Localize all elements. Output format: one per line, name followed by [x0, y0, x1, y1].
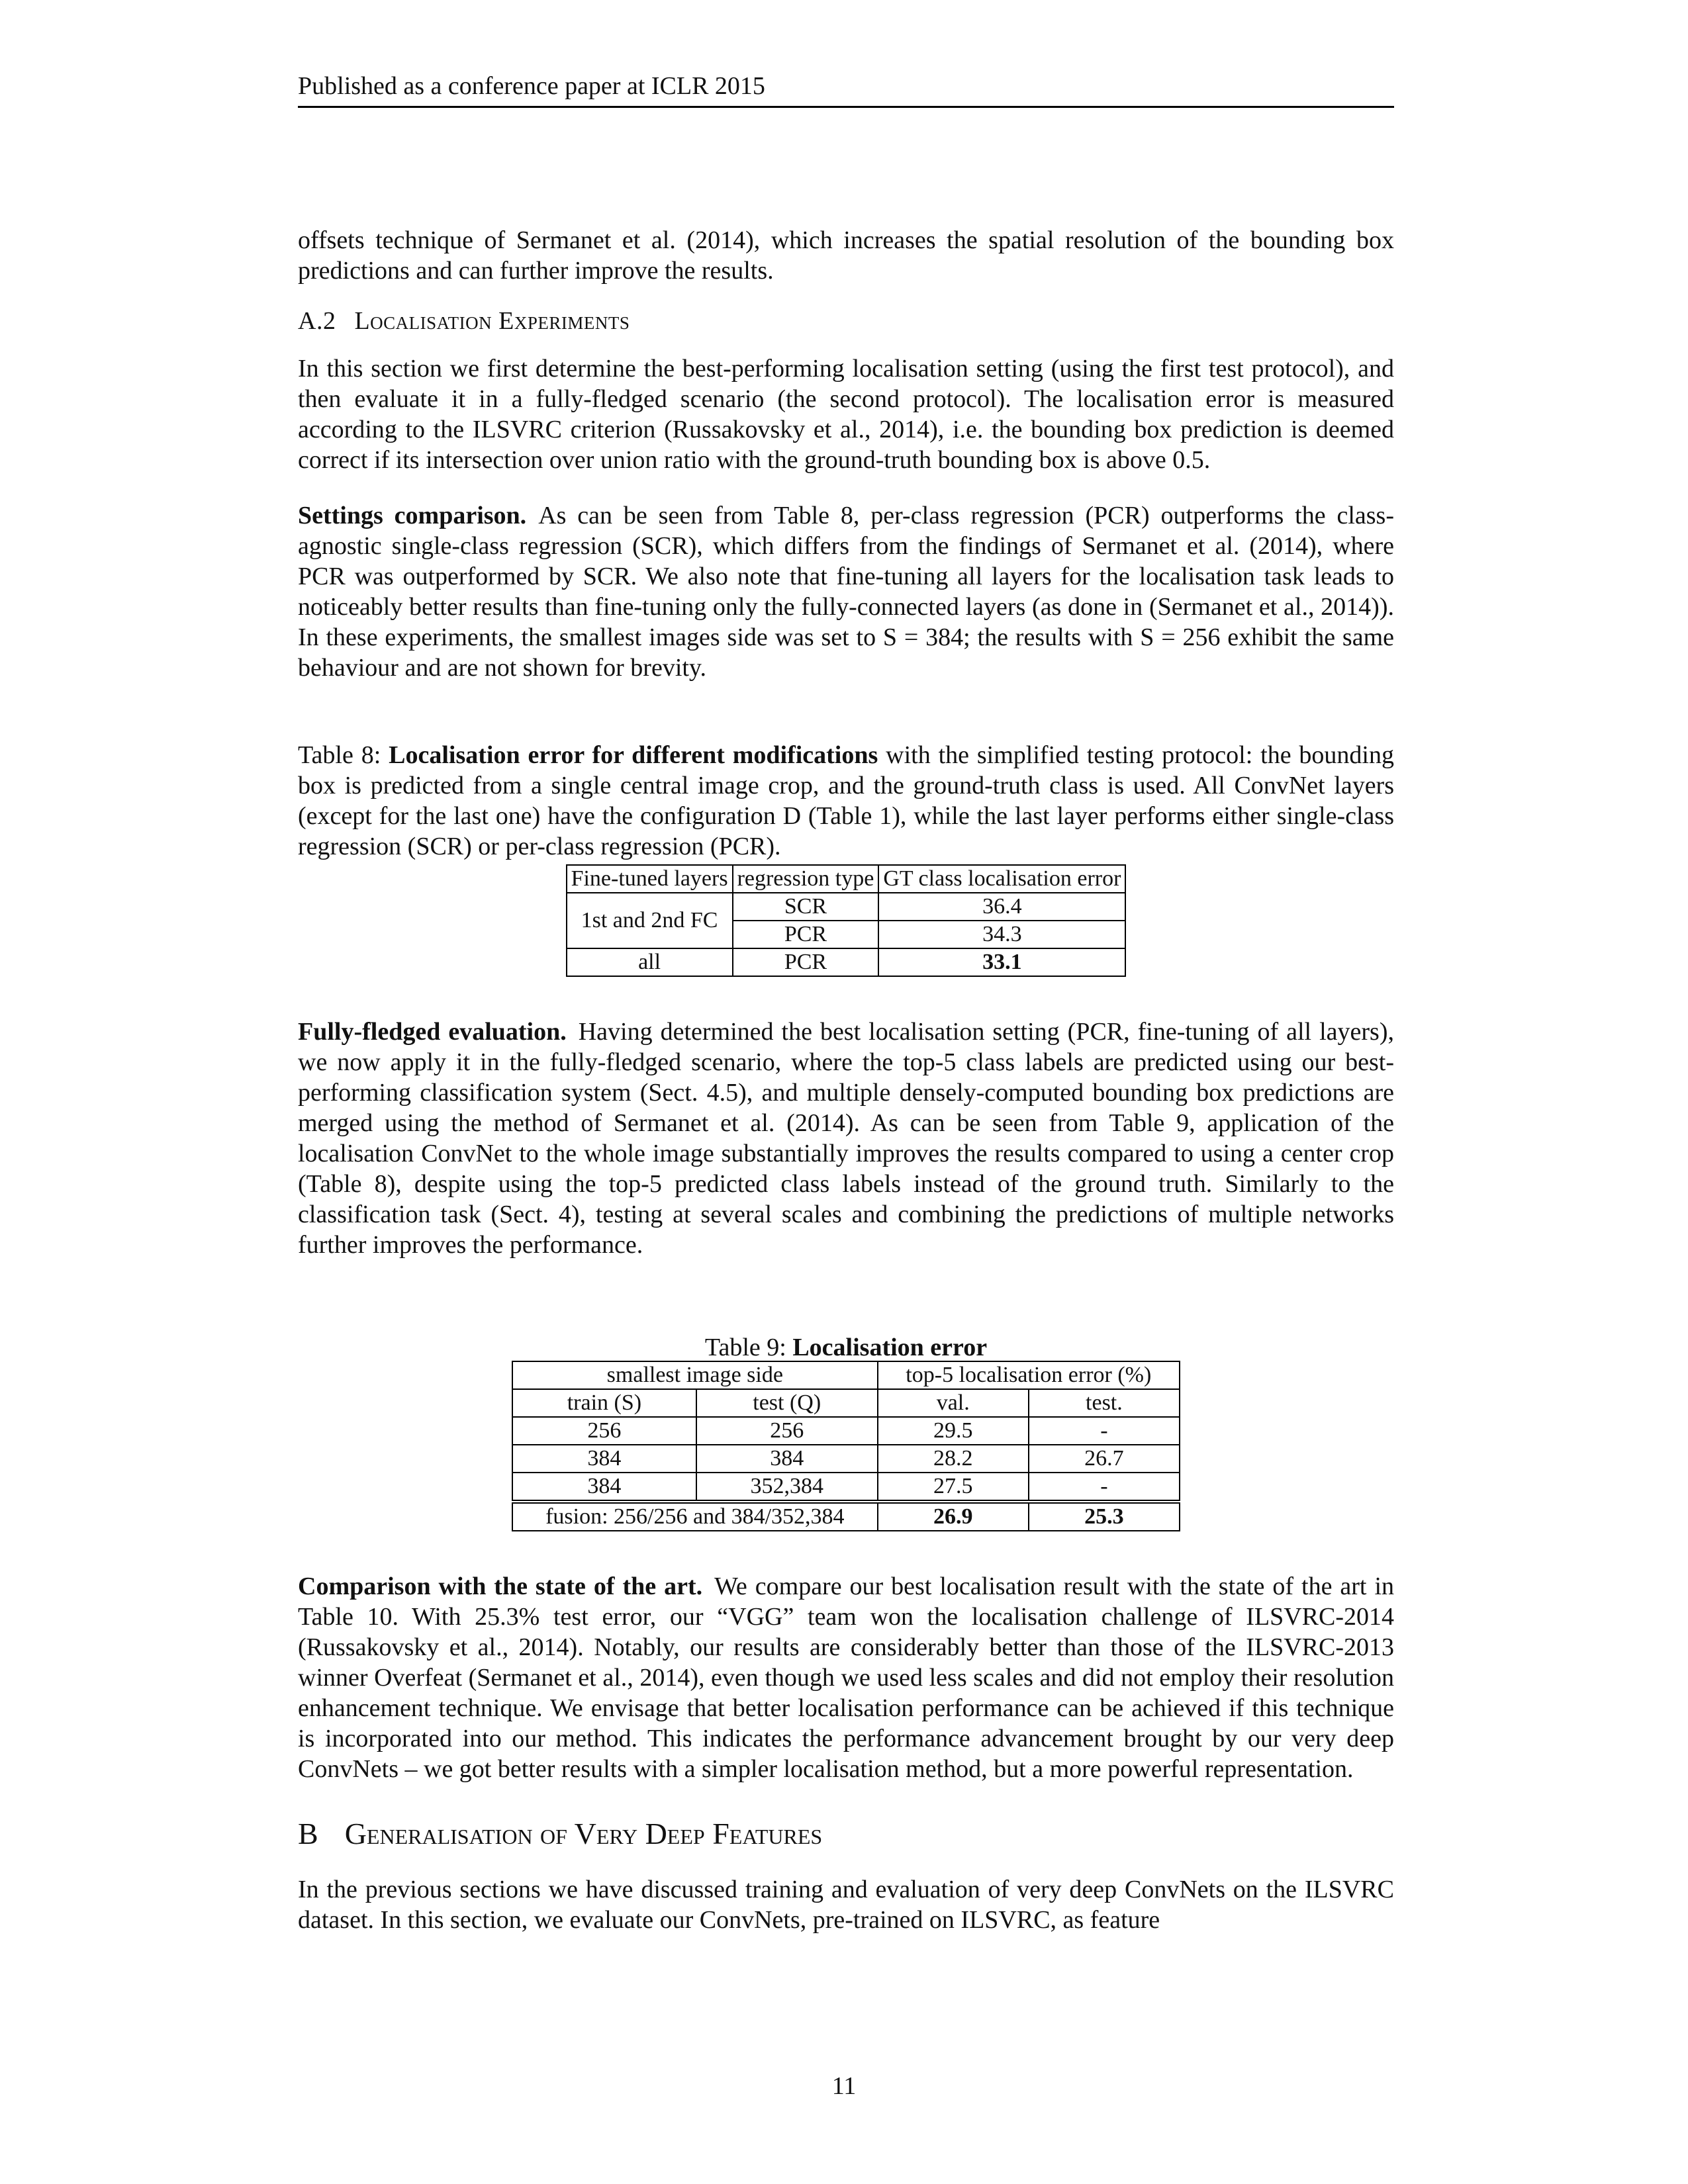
- table-header-cell: val.: [878, 1389, 1029, 1417]
- table-cell: -: [1029, 1417, 1180, 1445]
- table-cell: all: [567, 948, 733, 976]
- table-header-row: [512, 1361, 1180, 1389]
- table-row-fusion: [512, 1502, 1180, 1531]
- table-header-cell: regression type: [733, 865, 879, 893]
- table-cell-best: 26.9: [878, 1502, 1029, 1531]
- table-cell: 384: [696, 1445, 878, 1473]
- table-row: [512, 1417, 1180, 1445]
- table-cell: 28.2: [878, 1445, 1029, 1473]
- table-group-header: smallest image side: [512, 1361, 878, 1389]
- table-cell: SCR: [733, 893, 879, 921]
- table-cell-best: 25.3: [1029, 1502, 1180, 1531]
- section-b-heading: [298, 1819, 1394, 1849]
- table8-label: Table 8:: [298, 741, 381, 769]
- section-title: Generalisation of Very Deep Features: [344, 1817, 823, 1850]
- table-cell: PCR: [733, 948, 879, 976]
- fully-fledged-title: Fully-fledged evaluation.: [298, 1018, 567, 1046]
- section-b-paragraph: In the previous sections we have discussed training and evaluation of very deep ConvNets on the ILSVRC dataset. In this section, we evaluate our ConvNets, pre-trained on ILSVRC, as feature: [298, 1876, 1394, 1934]
- table-cell: 29.5: [878, 1417, 1029, 1445]
- table-cell: PCR: [733, 921, 879, 948]
- fully-fledged-paragraph: [298, 1017, 1394, 1260]
- table-row: [512, 1445, 1180, 1473]
- comparison-title: Comparison with the state of the art.: [298, 1572, 703, 1600]
- section-number: B: [298, 1817, 318, 1850]
- settings-comparison-title: Settings comparison.: [298, 502, 527, 529]
- intro-paragraph: offsets technique of Sermanet et al. (2014), which increases the spatial resolution of the bounding box predictions and can further improve the results.: [298, 226, 1394, 285]
- table-cell: 34.3: [878, 921, 1125, 948]
- settings-comparison-text: As can be seen from Table 8, per-class regression (PCR) outperforms the class-agnostic single-class regression (SCR), which differs from the findings of Sermanet et al. (2014), where PCR was outperformed by SCR. We also note that fine-tuning all layers for the localisation task leads to noticeably better results than fine-tuning only the fully-connected layers (as done in (Sermanet et al., 2014)). In these experiments, the smallest images side was set to S = 384; the results with S = 256 exhibit the same behaviour and are not shown for brevity.: [298, 502, 1394, 682]
- table-9: [512, 1361, 1180, 1531]
- table8-caption: [298, 740, 1394, 862]
- table-cell-best: 33.1: [878, 948, 1125, 976]
- table-group-header: top-5 localisation error (%): [878, 1361, 1180, 1389]
- table-cell: fusion: 256/256 and 384/352,384: [512, 1502, 878, 1531]
- page-body: [298, 225, 1394, 1935]
- table-cell: 384: [512, 1445, 696, 1473]
- table-header-cell: test.: [1029, 1389, 1180, 1417]
- table-9-block: [512, 1334, 1180, 1531]
- settings-comparison-paragraph: [298, 500, 1394, 683]
- section-number: A.2: [298, 307, 336, 335]
- comparison-paragraph: [298, 1571, 1394, 1784]
- table-cell: 256: [512, 1417, 696, 1445]
- table-row: [567, 893, 1126, 921]
- section-title: Localisation Experiments: [354, 307, 630, 335]
- table-8: [566, 864, 1127, 977]
- table9-title: Localisation error: [792, 1334, 988, 1361]
- table9-label: Table 9:: [704, 1334, 786, 1361]
- table9-caption: [512, 1334, 1180, 1361]
- table8-caption-text: with the simplified testing protocol: the bounding box is predicted from a single central image crop, and the ground-truth class is used. All ConvNet layers (except for the last one) have the configuration D (Table 1), while the last layer performs either single-class regression (SCR) or per-class regression (PCR).: [298, 741, 1394, 860]
- table-header-cell: Fine-tuned layers: [567, 865, 733, 893]
- table-row: [512, 1473, 1180, 1502]
- table-cell: 256: [696, 1417, 878, 1445]
- page-number: 11: [831, 2072, 857, 2100]
- table-cell: 1st and 2nd FC: [567, 893, 733, 948]
- table-cell: 352,384: [696, 1473, 878, 1502]
- table-cell: 384: [512, 1473, 696, 1502]
- table-cell: 26.7: [1029, 1445, 1180, 1473]
- table-cell: -: [1029, 1473, 1180, 1502]
- table-header-cell: GT class localisation error: [878, 865, 1125, 893]
- table-cell: 27.5: [878, 1473, 1029, 1502]
- table-row: [567, 948, 1126, 976]
- section-a2-heading: [298, 306, 1394, 336]
- table-cell: 36.4: [878, 893, 1125, 921]
- table8-title: Localisation error for different modifications: [389, 741, 878, 769]
- table-subheader-row: [512, 1389, 1180, 1417]
- section-a2-paragraph: In this section we first determine the best-performing localisation setting (using the first test protocol), and then evaluate it in a fully-fledged scenario (the second protocol). The localisation error is measured according to the ILSVRC criterion (Russakovsky et al., 2014), i.e. the bounding box prediction is deemed correct if its intersection over union ratio with the ground-truth bounding box is above 0.5.: [298, 355, 1394, 474]
- fully-fledged-text: Having determined the best localisation setting (PCR, fine-tuning of all layers), we now apply it in the fully-fledged scenario, where the top-5 class labels are predicted using our best-performing classification system (Sect. 4.5), and multiple densely-computed bounding box predictions are merged using the method of Sermanet et al. (2014). As can be seen from Table 9, application of the localisation ConvNet to the whole image substantially improves the results compared to using a center crop (Table 8), despite using the top-5 predicted class labels instead of the ground truth. Similarly to the classification task (Sect. 4), testing at several scales and combining the predictions of multiple networks further improves the performance.: [298, 1018, 1394, 1259]
- table-header-row: [567, 865, 1126, 893]
- comparison-text: We compare our best localisation result with the state of the art in Table 10. With 25.3% test error, our “VGG” team won the localisation challenge of ILSVRC-2014 (Russakovsky et al., 2014). Notably, our results are considerably better than those of the ILSVRC-2013 winner Overfeat (Sermanet et al., 2014), even though we used less scales and did not employ their resolution enhancement technique. We envisage that better localisation performance can be achieved if this technique is incorporated into our method. This indicates the performance advancement brought by our very deep ConvNets – we got better results with a simpler localisation method, but a more powerful representation.: [298, 1572, 1394, 1783]
- running-header: Published as a conference paper at ICLR 2015: [298, 71, 1394, 108]
- table-header-cell: train (S): [512, 1389, 696, 1417]
- table-header-cell: test (Q): [696, 1389, 878, 1417]
